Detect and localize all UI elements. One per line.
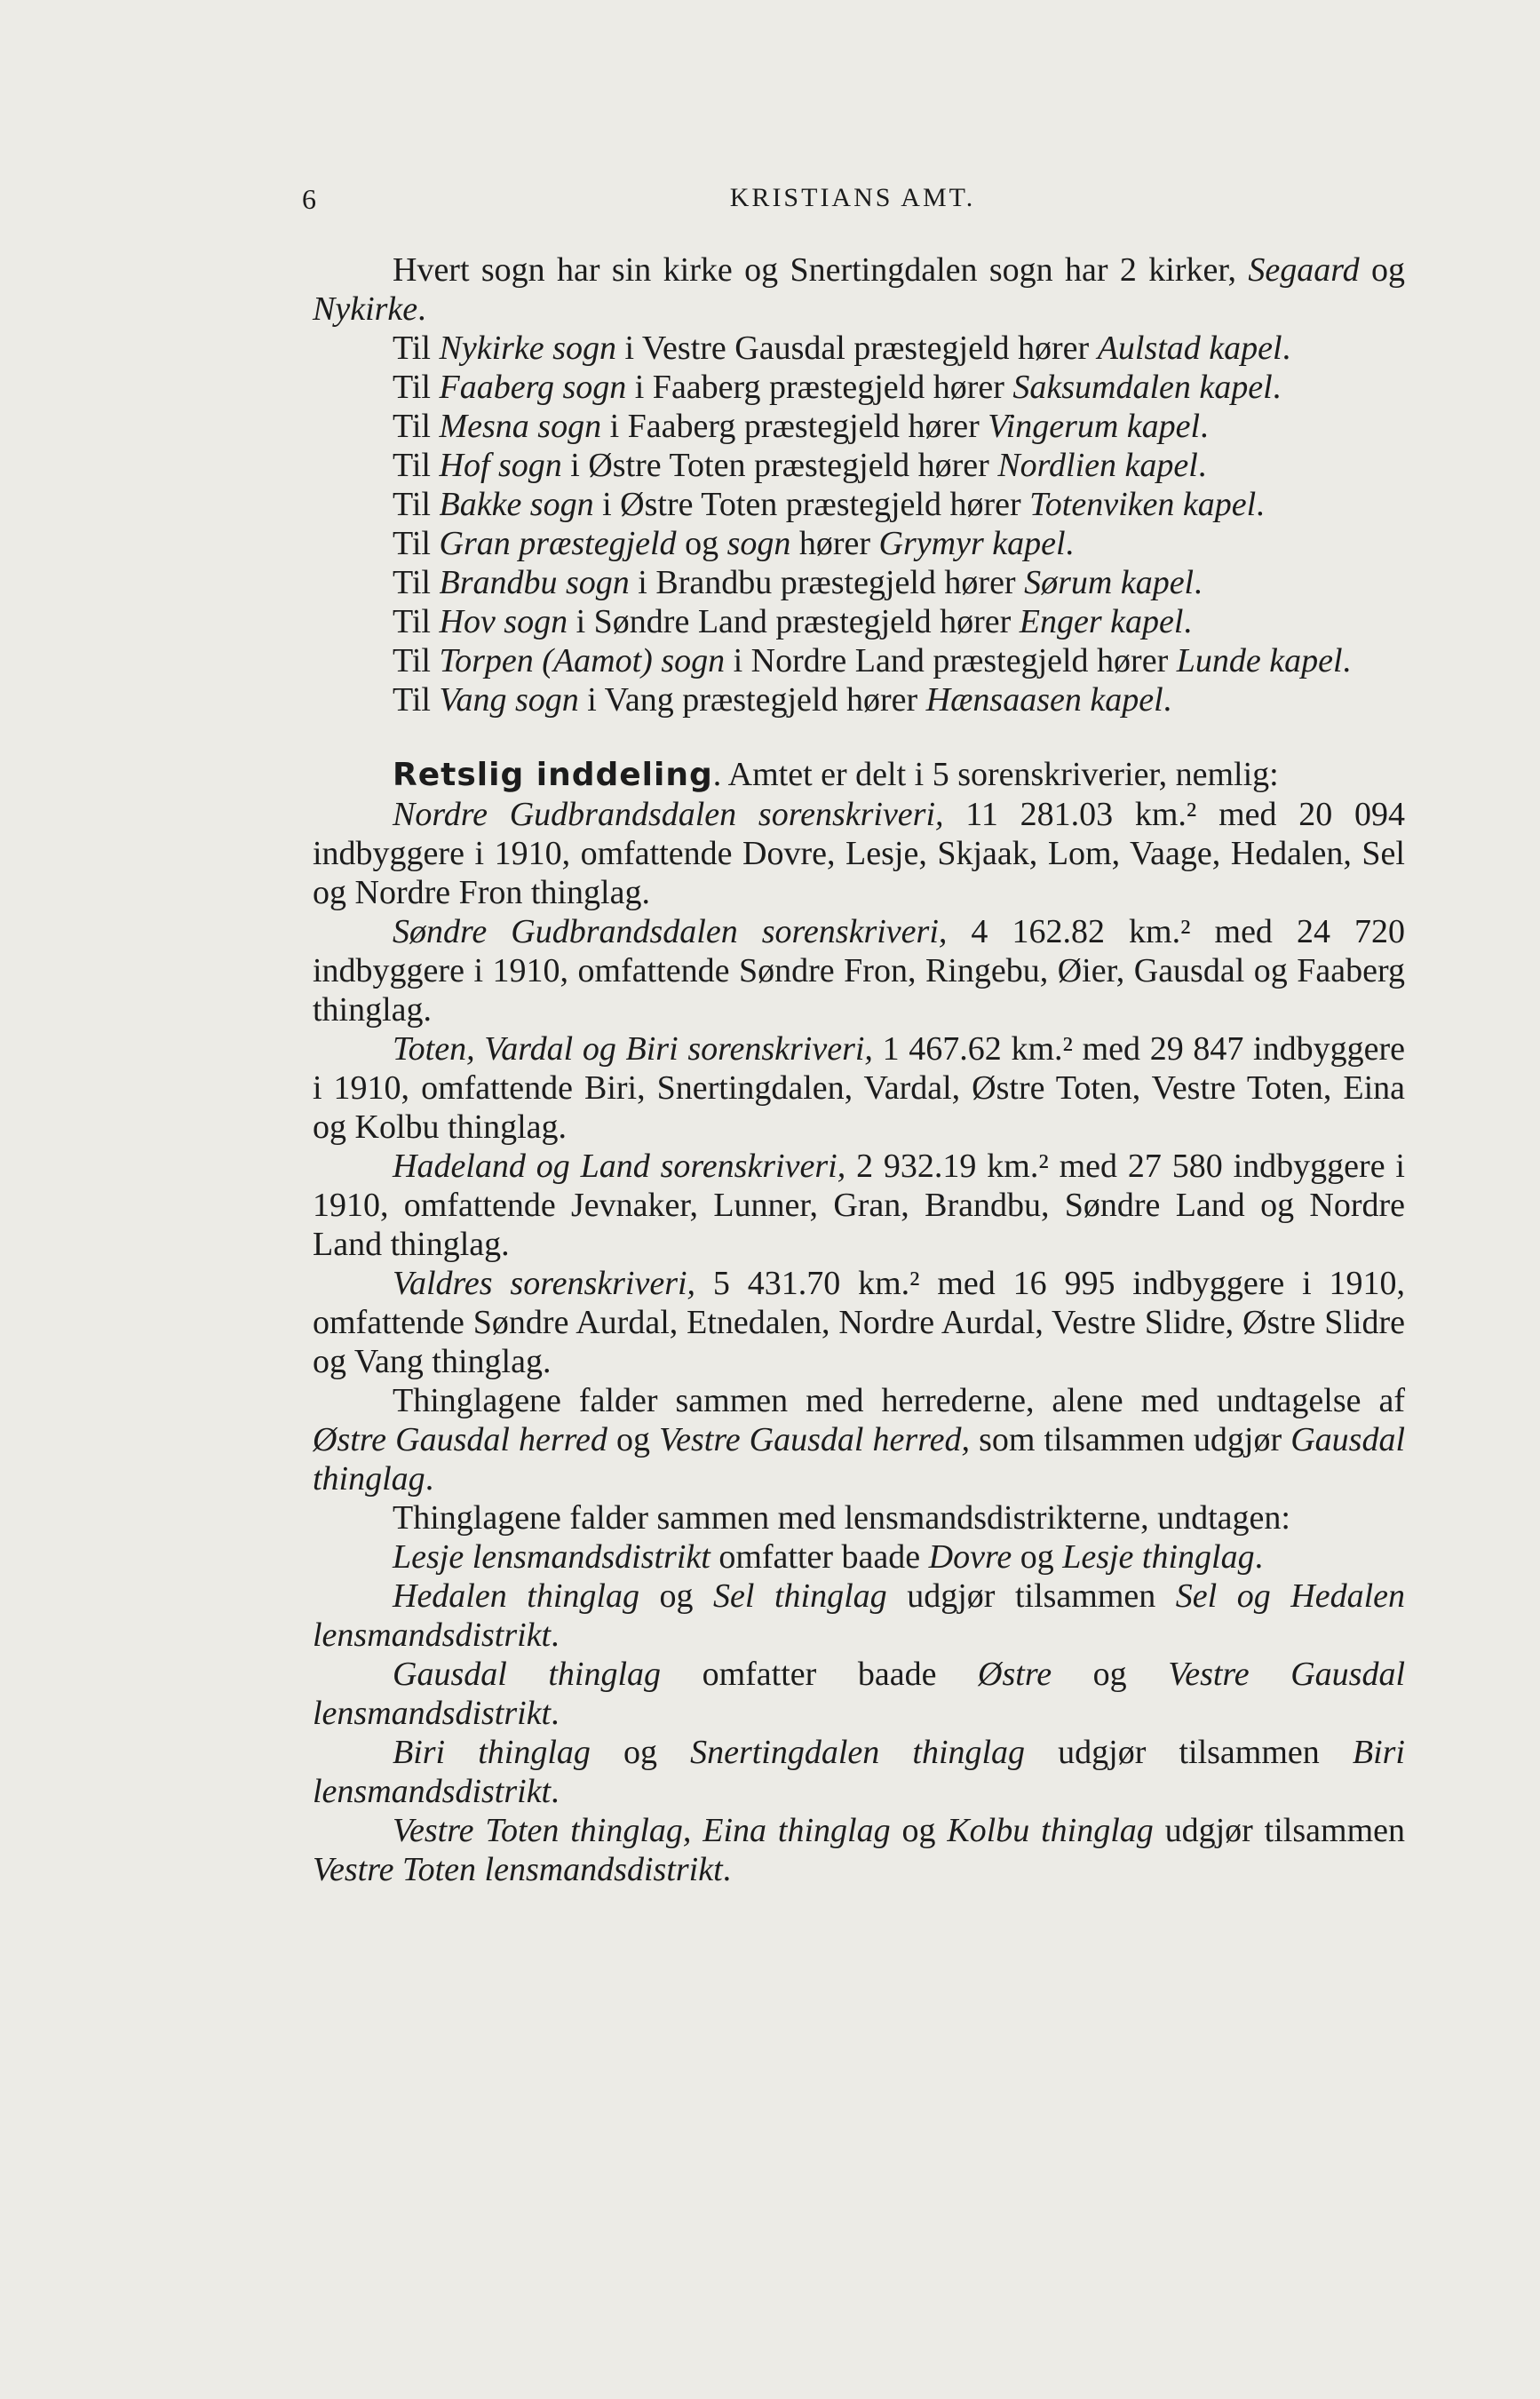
body-text (313, 250, 1405, 1889)
paragraph: Toten, Vardal og Biri sorenskriveri, 1 467.62 km.² med 29 847 indbyggere i 1910, omfattende Biri, Snertingdalen, Vardal, Østre Toten, Vestre Toten, Eina og Kolbu thinglag. (313, 1030, 1405, 1146)
paragraph: Til Hof sogn i Østre Toten præstegjeld hører Nordlien kapel. (393, 447, 1207, 484)
paragraph: Til Nykirke sogn i Vestre Gausdal præstegjeld hører Aulstad kapel. (393, 330, 1291, 367)
page-number: 6 (302, 183, 316, 215)
paragraph: Til Hov sogn i Søndre Land præstegjeld hører Enger kapel. (393, 603, 1192, 640)
paragraph: Til Brandbu sogn i Brandbu præstegjeld hører Sørum kapel. (393, 564, 1203, 601)
paragraph: Til Bakke sogn i Østre Toten præstegjeld hører Totenviken kapel. (393, 486, 1265, 523)
section-paragraph: Retslig inddeling. Amtet er delt i 5 sorenskriverier, nemlig: (393, 756, 1279, 793)
page-header (302, 183, 1403, 218)
paragraph: Til Gran præstegjeld og sogn hører Grymyr kapel. (393, 525, 1075, 562)
paragraph: Nordre Gudbrandsdalen sorenskriveri, 11 281.03 km.² med 20 094 indbyggere i 1910, omfattende Dovre, Lesje, Skjaak, Lom, Vaage, Hedalen, Sel og Nordre Fron thinglag. (313, 796, 1405, 911)
paragraph: Hvert sogn har sin kirke og Snertingdalen sogn har 2 kirker, Segaard og Nykirke. (313, 251, 1405, 328)
paragraph: Lesje lensmandsdistrikt omfatter baade Dovre og Lesje thinglag. (393, 1538, 1264, 1576)
paragraph: Biri thinglag og Snertingdalen thinglag udgjør tilsammen Biri lensmandsdistrikt. (313, 1734, 1405, 1810)
paragraph: Søndre Gudbrandsdalen sorenskriveri, 4 162.82 km.² med 24 720 indbyggere i 1910, omfattende Søndre Fron, Ringebu, Øier, Gausdal og Faaberg thinglag. (313, 913, 1406, 1029)
paragraph: Til Vang sogn i Vang præstegjeld hører Hænsaasen kapel. (393, 681, 1172, 719)
section-heading: Retslig inddeling (393, 757, 713, 793)
paragraph: Hadeland og Land sorenskriveri, 2 932.19 km.² med 27 580 indbyggere i 1910, omfattende Jevnaker, Lunner, Gran, Brandbu, Søndre Land og Nordre Land thinglag. (313, 1148, 1405, 1263)
paragraph: Til Mesna sogn i Faaberg præstegjeld hører Vingerum kapel. (393, 408, 1209, 445)
paragraph: Til Torpen (Aamot) sogn i Nordre Land præstegjeld hører Lunde kapel. (393, 642, 1352, 679)
paragraph: Vestre Toten thinglag, Eina thinglag og Kolbu thinglag udgjør tilsammen Vestre Toten lensmandsdistrikt. (313, 1812, 1405, 1888)
paragraph: Gausdal thinglag omfatter baade Østre og Vestre Gausdal lensmandsdistrikt. (313, 1656, 1406, 1732)
paragraph: Thinglagene falder sammen med herrederne, alene med undtagelse af Østre Gausdal herred og Vestre Gausdal herred, som tilsammen udgjør Gausdal thinglag. (313, 1382, 1406, 1497)
paragraph: Hedalen thinglag og Sel thinglag udgjør tilsammen Sel og Hedalen lensmandsdistrikt. (313, 1577, 1406, 1654)
paragraph: Thinglagene falder sammen med lensmandsdistrikterne, undtagen: (393, 1499, 1290, 1537)
running-head: KRISTIANS AMT. (729, 183, 976, 212)
paragraph: Valdres sorenskriveri, 5 431.70 km.² med 16 995 indbyggere i 1910, omfattende Søndre Aurdal, Etnedalen, Nordre Aurdal, Vestre Slidre, Østre Slidre og Vang thinglag. (313, 1265, 1405, 1380)
paragraph: Til Faaberg sogn i Faaberg præstegjeld hører Saksumdalen kapel. (393, 369, 1282, 406)
